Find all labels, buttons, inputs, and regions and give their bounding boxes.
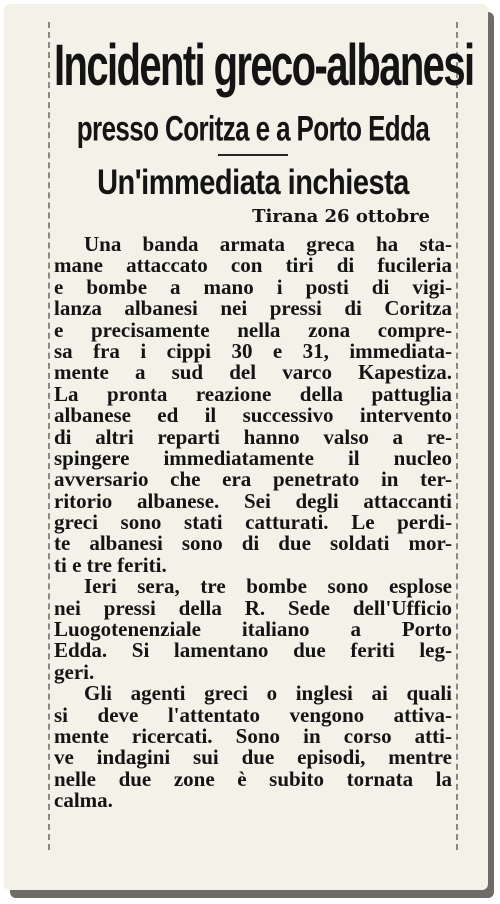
text-line: e precisamente nella zona compre-	[54, 317, 452, 342]
text-line: avversario che era penetrato in ter-	[54, 467, 452, 492]
article-headline: Incidenti greco-albanesi	[54, 34, 474, 98]
article-subheadline: presso Coritza e a Porto Edda	[76, 108, 430, 149]
paragraph-2	[54, 576, 452, 683]
column-rule-left	[48, 22, 50, 850]
text-line: mane attaccato con tiri di fucileria	[54, 253, 452, 278]
text-line: Gli agenti greci o inglesi ai quali	[84, 681, 452, 706]
text-line: geri.	[54, 659, 95, 684]
text-line: mente a sud del varco Kapestiza.	[54, 360, 452, 385]
article-body	[54, 234, 452, 812]
text-line: Luogotenenziale italiano a Porto	[54, 617, 452, 642]
newspaper-clipping	[4, 4, 488, 890]
dateline: Tirana 26 ottobre	[252, 206, 430, 227]
text-line: greci sono stati catturati. Le perdi-	[54, 510, 452, 535]
text-line: Ieri sera, tre bombe sono esplose	[84, 574, 452, 599]
text-line: mente ricercati. Sono in corso atti-	[54, 723, 452, 748]
text-line: ti e tre feriti.	[54, 552, 167, 577]
text-line: nei pressi della R. Sede dell'Ufficio	[54, 595, 452, 620]
text-line: La pronta reazione della pattuglia	[54, 381, 452, 406]
column-rule-right	[456, 22, 458, 850]
text-line: nelle due zone è subito tornata la	[54, 766, 452, 791]
text-line: di altri reparti hanno valso a re-	[54, 424, 452, 449]
text-line: ritorio albanese. Sei degli attaccanti	[54, 488, 452, 513]
text-line: calma.	[54, 788, 113, 813]
text-line: te albanesi sono di due soldati mor-	[54, 531, 452, 556]
text-line: si deve l'attentato vengono attiva-	[54, 702, 452, 727]
text-line: spingere immediatamente il nucleo	[54, 445, 452, 470]
text-line: Una banda armata greca ha sta-	[84, 232, 452, 256]
text-line: lanza albanesi nei pressi di Coritza	[54, 296, 452, 321]
paragraph-1	[54, 234, 452, 576]
text-line: sa fra i cippi 30 e 31, immediata-	[54, 338, 452, 363]
paragraph-3	[54, 683, 452, 811]
text-line: Edda. Si lamentano due feriti leg-	[54, 638, 452, 663]
section-heading: Un'immediata inchiesta	[97, 164, 409, 203]
article-column	[54, 26, 474, 813]
text-line: e bombe a mano i posti di vigi-	[54, 274, 452, 299]
text-line: albanese ed il successivo intervento	[54, 403, 452, 428]
text-line: ve indagini sui due episodi, mentre	[54, 745, 452, 770]
